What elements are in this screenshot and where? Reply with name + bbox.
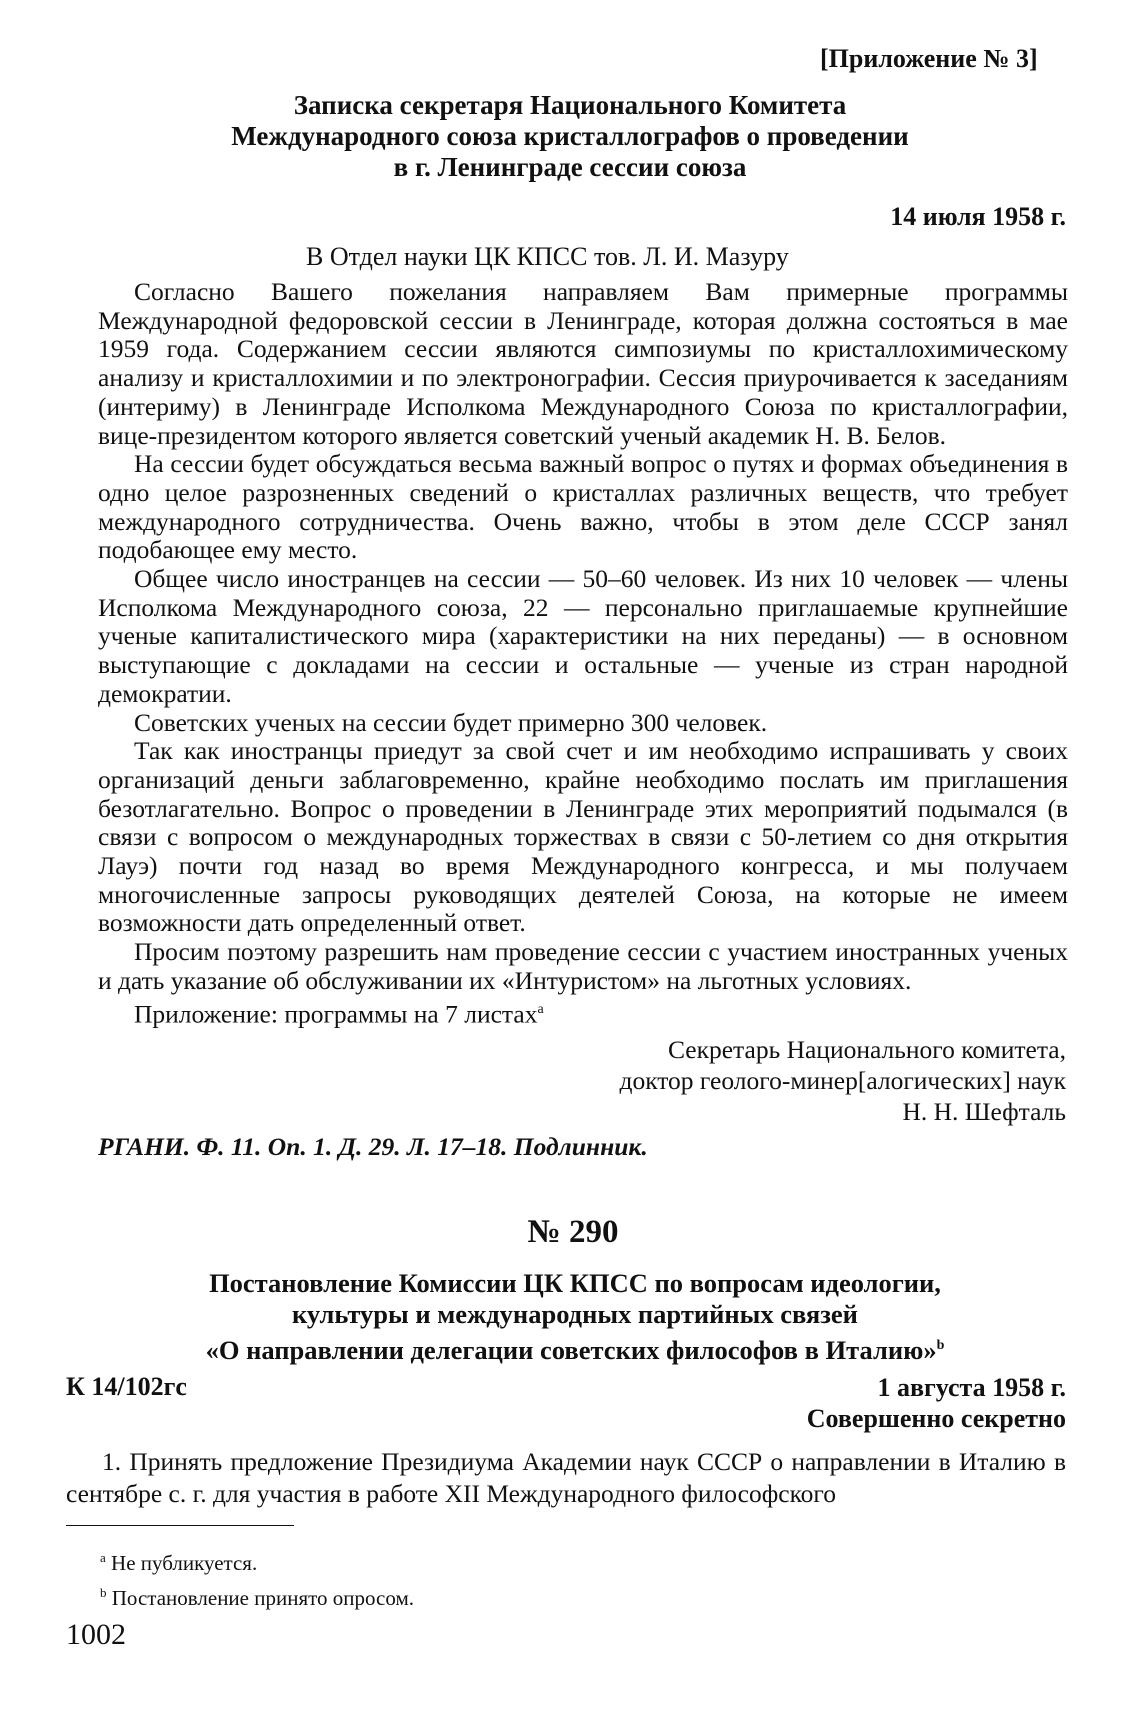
title-line: в г. Ленинграде сессии союза xyxy=(393,152,747,182)
footnote-mark: а xyxy=(100,1550,106,1565)
resolution-title xyxy=(80,1268,1070,1366)
body-paragraph: Общее число иностранцев на сессии — 50–60 человек. Из них 10 человек — члены Исполкома Международного союза, 22 — персонально приглашаемые крупнейшие ученые капиталистического мира (характеристики на них переданы) — в основном выступающие с докладами на сессии и остальные — ученые из стран народной демократии. xyxy=(98,564,1068,708)
attachment-note xyxy=(98,996,1068,1029)
footnote-mark: b xyxy=(100,1585,107,1600)
footnote xyxy=(100,1543,414,1578)
footnote xyxy=(100,1578,414,1613)
title-line: Международного союза кристаллографов о проведении xyxy=(231,121,909,151)
resolution-body xyxy=(66,1446,1066,1510)
footnote-text: Не публикуется. xyxy=(111,1551,258,1575)
body-paragraph: Просим поэтому разрешить нам проведение сессии с участием иностранных ученых и дать указание об обслуживании их «Интуристом» на льготных условиях. xyxy=(98,937,1068,995)
resolution-date: 1 августа 1958 г. xyxy=(877,1373,1066,1402)
footnote-mark: b xyxy=(936,1338,945,1353)
title-line: Постановление Комиссии ЦК КПСС по вопросам идеологии, xyxy=(209,1268,941,1298)
document-date: 14 июля 1958 г. xyxy=(890,202,1066,231)
body-paragraph: 1. Принять предложение Президиума Академии наук СССР о направлении в Италию в сентябре с. г. для участия в работе XII Международного философского xyxy=(66,1447,1066,1508)
archive-reference: РГАНИ. Ф. 11. Оп. 1. Д. 29. Л. 17–18. Подлинник. xyxy=(98,1132,648,1161)
body-paragraph: Советских ученых на сессии будет примерно 300 человек. xyxy=(134,707,768,737)
reference-number: К 14/102гс xyxy=(66,1372,187,1401)
appendix-label: [Приложение № 3] xyxy=(820,44,1038,73)
title-line xyxy=(80,1330,1070,1366)
signature-line: Н. Н. Шефталь xyxy=(902,1097,1066,1126)
footnote-text: Постановление принято опросом. xyxy=(111,1586,414,1610)
addressee: В Отдел науки ЦК КПСС тов. Л. И. Мазуру xyxy=(306,242,789,271)
signature-line: доктор геолого-минер[алогических] наук xyxy=(619,1066,1066,1095)
body-paragraph: На сессии будет обсуждаться весьма важный вопрос о путях и формах объединения в одно целое разрозненных сведений о кристаллах различных веществ, что требует международного сотрудничества. Очень важно, чтобы в этом деле СССР занял подобающее ему место. xyxy=(98,449,1068,565)
signature-line: Секретарь Национального комитета, xyxy=(667,1035,1066,1064)
signature-block xyxy=(426,1034,1066,1127)
footnotes xyxy=(100,1543,414,1613)
footnote-divider xyxy=(66,1525,294,1526)
document-title xyxy=(120,90,1020,183)
page-number: 1002 xyxy=(66,1618,126,1651)
classification-label: Совершенно секретно xyxy=(806,1404,1066,1433)
body-paragraph: Так как иностранцы приедут за свой счет и им необходимо испрашивать у своих организаций деньги заблаговременно, крайне необходимо послать им приглашения безотлагательно. Вопрос о проведении в Ленинграде этих мероприятий подымался (в связи с вопросом о международных торжествах в связи с 50-летием со дня открытия Лауэ) почти год назад во время Международного конгресса, и мы получаем многочисленные запросы руководящих деятелей Союза, на которые не имеем возможности дать определенный ответ. xyxy=(98,736,1068,938)
document-number: № 290 xyxy=(527,1214,619,1250)
body-paragraph: Согласно Вашего пожелания направляем Вам примерные программы Международной федоровской сессии в Ленинграде, которая должна состояться в мае 1959 года. Содержанием сессии являются симпозиумы по кристаллохимическому анализу и кристаллохимии и по электронографии. Сессия приурочивается к заседаниям (интериму) в Ленинграде Исполкома Международного Союза по кристаллографии, вице-президентом которого является советский ученый академик Н. В. Белов. xyxy=(98,277,1068,450)
footnote-mark: а xyxy=(537,1001,544,1017)
attachment-text: Приложение: программы на 7 листах xyxy=(134,999,538,1029)
title-line: Записка секретаря Национального Комитета xyxy=(293,90,847,120)
title-line: культуры и международных партийных связей xyxy=(292,1299,858,1329)
resolution-meta xyxy=(807,1372,1066,1434)
document-body xyxy=(98,278,1068,1029)
title-line-text: «О направлении делегации советских философов в Италию» xyxy=(205,1334,937,1365)
